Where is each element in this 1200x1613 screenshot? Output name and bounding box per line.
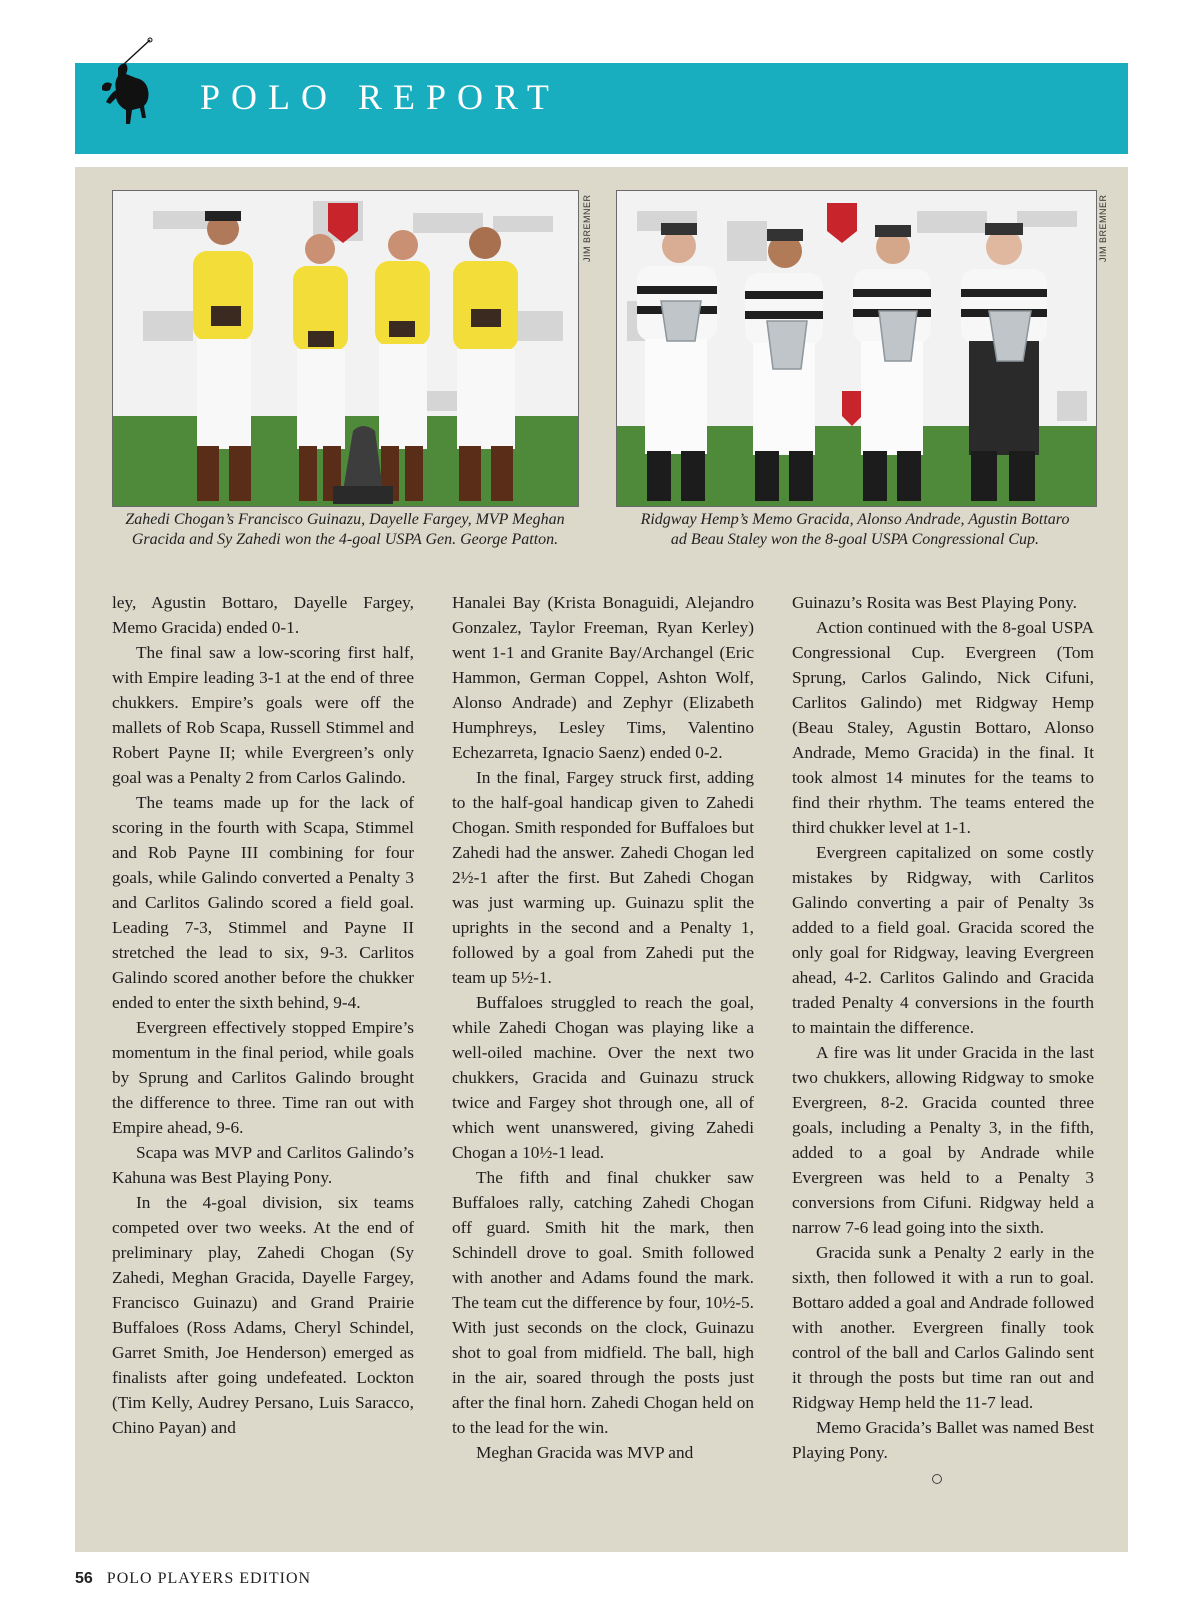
paragraph: Action continued with the 8-goal USPA Congressional Cup. Evergreen (Tom Sprung, Carlos Galindo, Nick Cifuni, Carlitos Galindo) met Ridgway Hemp (Beau Staley, Agustin Bottaro, Alonso Andrade, Memo Gracida) in the final. It took almost 14 minutes for the teams to find their rhythm. The teams entered the third chukker level at 1-1. [792, 618, 1094, 837]
paragraph: Gracida sunk a Penalty 2 early in the sixth, then followed it with a run to goal. Bottaro added a goal and Andrade followed with another. Evergreen finally took control of the ball and Carlos Galindo sent it through the posts but time ran out and Ridgway Hemp held the 11-7 lead. [792, 1243, 1094, 1412]
paragraph: Buffaloes struggled to reach the goal, while Zahedi Chogan was playing like a well-oiled machine. Over the next two chukkers, Gracida and Guinazu struck twice and Fargey shot through one, all of which went unanswered, giving Zahedi Chogan a 10½-1 lead. [452, 993, 754, 1162]
paragraph: A fire was lit under Gracida in the last two chukkers, allowing Ridgway to smoke Evergreen, 8-2. Gracida counted three goals, including a Penalty 3, in the fifth, added to a goal by Andrade while Evergreen was held to a Penalty 3 conversions from Cifuni. Ridgway held a narrow 7-6 lead going into the sixth. [792, 1043, 1094, 1237]
caption-line: Gracida and Sy Zahedi won the 4-goal USPA Gen. George Patton. [131, 531, 559, 548]
paragraph: Evergreen effectively stopped Empire’s momentum in the final period, while goals by Sprung and Carlitos Galindo brought the difference to three. Time ran out with Empire ahead, 9-6. [112, 1018, 414, 1137]
paragraph: The teams made up for the lack of scoring in the fourth with Scapa, Stimmel and Rob Payne III combining for four goals, while Galindo converted a Penalty 3 and Carlitos Galindo scored a field goal. Leading 7-3, Stimmel and Payne II stretched the lead to six, 9-3. Carlitos Galindo scored another before the chukker ended to enter the sixth behind, 9-4. [112, 793, 414, 1012]
article-column-2 [452, 590, 754, 1465]
photo-caption-left [100, 510, 590, 550]
paragraph: ley, Agustin Bottaro, Dayelle Fargey, Memo Gracida) ended 0-1. [112, 593, 414, 637]
caption-line: Zahedi Chogan’s Francisco Guinazu, Dayelle Fargey, MVP Meghan [125, 511, 565, 528]
paragraph: Hanalei Bay (Krista Bonaguidi, Alejandro Gonzalez, Taylor Freeman, Ryan Kerley) went 1-1 and Granite Bay/Archangel (Eric Hammon, German Coppel, Ashton Wolf, Alonso Andrade) and Zephyr (Elizabeth Humphreys, Lesley Tims, Valentino Echezarreta, Ignacio Saenz) ended 0-2. [452, 593, 754, 762]
end-of-article-icon [932, 1474, 942, 1484]
photo-credit-left: JIM BREMNER [582, 194, 592, 262]
paragraph: In the final, Fargey struck first, adding to the half-goal handicap given to Zahedi Chogan. Smith responded for Buffaloes but Zahedi had the answer. Zahedi Chogan led 2½-1 after the first. But Zahedi Chogan was just warming up. Guinazu split the uprights in the second and a Penalty 1, followed by a goal from Zahedi put the team up 5½-1. [452, 768, 754, 987]
paragraph: The fifth and final chukker saw Buffaloes rally, catching Zahedi Chogan off guard. Smith hit the mark, then Schindell drove to goal. Smith followed with another and Adams found the mark. The team cut the difference by four, 10½-5. With just seconds on the clock, Guinazu shot to goal from midfield. The ball, high in the air, soared through the posts just after the final horn. Zahedi Chogan held on to the lead for the win. [452, 1168, 754, 1437]
polo-player-logo-icon [96, 34, 162, 134]
article-column-3 [792, 590, 1094, 1490]
page-number: 56 [75, 1570, 93, 1587]
photo-credit-right: JIM BREMNER [1098, 194, 1108, 262]
paragraph: Meghan Gracida was MVP and [476, 1443, 694, 1462]
paragraph: Memo Gracida’s Ballet was named Best Playing Pony. [792, 1418, 1094, 1462]
article-column-1 [112, 590, 414, 1440]
paragraph: Guinazu’s Rosita was Best Playing Pony. [792, 593, 1077, 612]
paragraph: Scapa was MVP and Carlitos Galindo’s Kahuna was Best Playing Pony. [112, 1143, 414, 1187]
caption-line: ad Beau Staley won the 8-goal USPA Congressional Cup. [670, 531, 1040, 548]
trophy-photo-congressional [616, 190, 1097, 507]
paragraph: In the 4-goal division, six teams competed over two weeks. At the end of preliminary play, Zahedi Chogan (Sy Zahedi, Meghan Gracida, Dayelle Fargey, Francisco Guinazu) and Grand Prairie Buffaloes (Ross Adams, Cheryl Schindel, Garret Smith, Joe Henderson) emerged as finalists after going undefeated. Lockton (Tim Kelly, Audrey Persano, Luis Saracco, Chino Payan) and [112, 1193, 414, 1437]
trophy-photo-patton [112, 190, 579, 507]
photo-caption-right [605, 510, 1105, 550]
caption-line: Ridgway Hemp’s Memo Gracida, Alonso Andrade, Agustin Bottaro [640, 511, 1070, 528]
paragraph: The final saw a low-scoring first half, with Empire leading 3-1 at the end of three chukkers. Empire’s goals were off the mallets of Rob Scapa, Russell Stimmel and Robert Payne II; while Evergreen’s only goal was a Penalty 2 from Carlos Galindo. [112, 643, 414, 787]
publication-name: POLO PLAYERS EDITION [106, 1570, 312, 1587]
page-footer [75, 1570, 311, 1588]
paragraph: Evergreen capitalized on some costly mistakes by Ridgway, with Carlitos Galindo converting a pair of Penalty 3s added to a field goal. Gracida scored the only goal for Ridgway, leaving Evergreen ahead, 4-2. Carlitos Galindo and Gracida traded Penalty 4 conversions in the fourth to maintain the difference. [792, 843, 1094, 1037]
section-title: POLO REPORT [200, 77, 560, 117]
